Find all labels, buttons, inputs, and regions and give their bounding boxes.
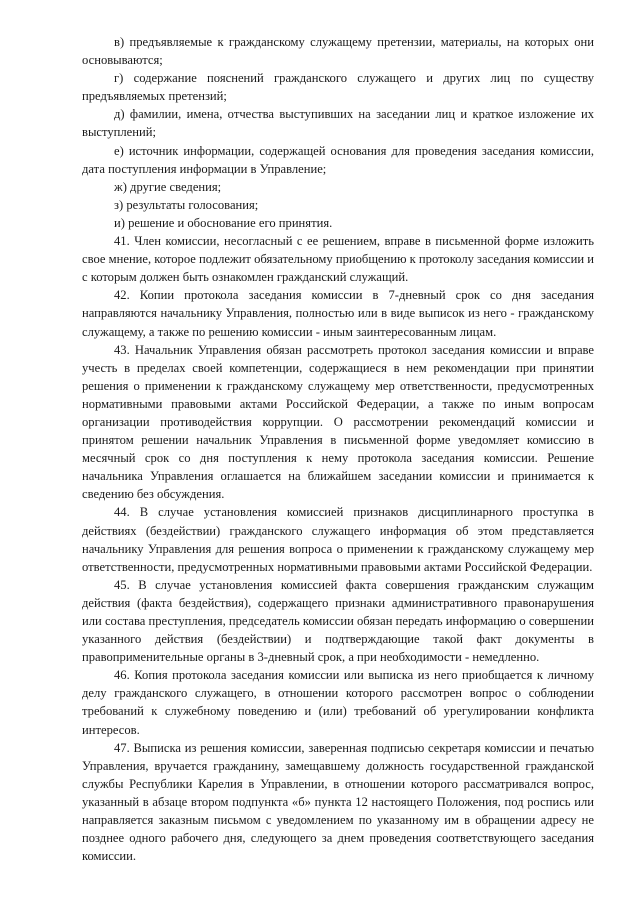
item-zh: ж) другие сведения; — [114, 179, 222, 194]
paragraph-43: 43. Начальник Управления обязан рассмотреть протокол заседания комиссии и вправе учесть в пределах своей компетенции, содержащиеся в нем рекомендации при принятии решения о применении к гражданскому служащему мер ответственности, предусмотренных нормативными правовыми актами Российской Федерации, а также по иным вопросам организации противодействия коррупции. О рассмотрении рекомендаций комиссии и принятом решении начальник Управления в письменной форме уведомляет комиссию в месячный срок со дня поступления к нему протокола заседания комиссии. Решение начальника Управления оглашается на ближайшем заседании комиссии и принимается к сведению без обсуждения. — [82, 342, 594, 502]
paragraph-44: 44. В случае установления комиссией признаков дисциплинарного проступка в действиях (бездействии) гражданского служащего информация об этом представляется начальнику Управления для решения вопроса о применении к гражданскому служащему мер ответственности, предусмотренных нормативными правовыми актами Российской Федерации. — [82, 505, 594, 574]
item-d: д) фамилии, имена, отчества выступивших на заседании лиц и краткое изложение их выступлений; — [82, 107, 594, 140]
item-e: е) источник информации, содержащей основания для проведения заседания комиссии, дата поступления информации в Управление; — [82, 143, 594, 176]
item-g: г) содержание пояснений гражданского служащего и других лиц по существу предъявляемых претензий; — [82, 71, 594, 104]
paragraph-47: 47. Выписка из решения комиссии, заверенная подписью секретаря комиссии и печатью Управления, вручается гражданину, замещавшему должность государственной гражданской службы Республики Карелия в Управлении, в отношении которого рассматривался вопрос, указанный в абзаце втором подпункта «б» пункта 12 настоящего Положения, под роспись или направляется заказным письмом с уведомлением по указанному им в обращении адресу не позднее одного рабочего дня, следующего за днем проведения соответствующего заседания комиссии. — [82, 740, 594, 864]
paragraph-42: 42. Копии протокола заседания комиссии в 7-дневный срок со дня заседания направляются начальнику Управления, полностью или в виде выписок из него - гражданскому служащему, а также по решению комиссии - иным заинтересованным лицам. — [82, 288, 594, 339]
paragraph-41: 41. Член комиссии, несогласный с ее решением, вправе в письменной форме изложить свое мнение, которое подлежит обязательному приобщению к протоколу заседания комиссии и с которым должен быть ознакомлен гражданский служащий. — [82, 234, 594, 285]
item-i: и) решение и обоснование его принятия. — [114, 215, 333, 230]
document-page — [82, 33, 594, 865]
paragraph-45: 45. В случае установления комиссией факта совершения гражданским служащим действия (факта бездействия), содержащего признаки административного правонарушения или состава преступления, председатель комиссии обязан передать информацию о совершении указанного действия (бездействии) и подтверждающие такой факт документы в правоприменительные органы в 3-дневный срок, а при необходимости - немедленно. — [82, 577, 594, 665]
paragraph-46: 46. Копия протокола заседания комиссии или выписка из него приобщается к личному делу гражданского служащего, в отношении которого рассмотрен вопрос о соблюдении требований к служебному поведению и (или) требований об урегулировании конфликта интересов. — [82, 668, 594, 737]
item-v: в) предъявляемые к гражданскому служащему претензии, материалы, на которых они основываются; — [82, 35, 594, 68]
item-z: з) результаты голосования; — [114, 197, 259, 212]
